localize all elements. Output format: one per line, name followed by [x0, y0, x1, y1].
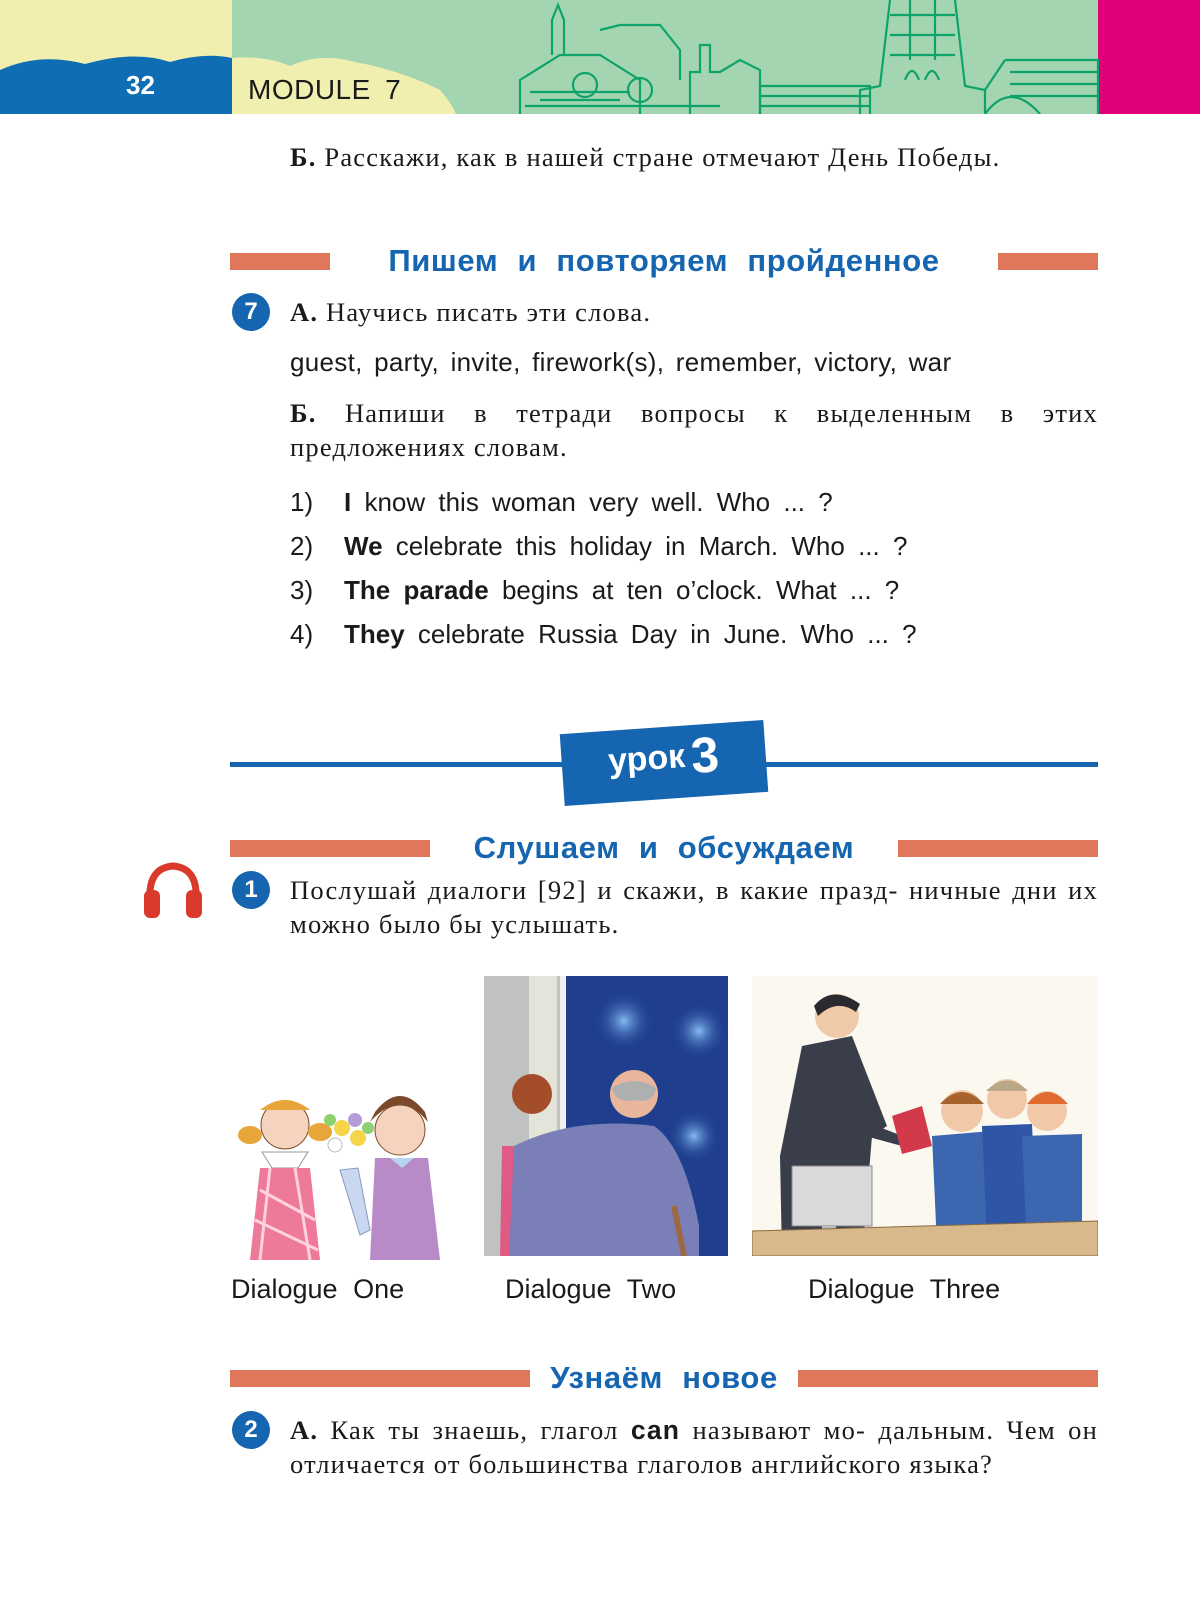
task-number-badge: 7	[232, 293, 270, 331]
lesson-title: урок3	[606, 726, 721, 785]
header-decoration	[0, 0, 1200, 114]
task1-text: Послушай диалоги [92] и скажи, в какие празд- ничные дни их можно было бы услышать.	[290, 875, 1098, 939]
page-header	[0, 0, 1200, 114]
section-header-learn-new	[230, 1360, 1098, 1394]
part-label: Б.	[290, 398, 317, 428]
task7-part-a	[290, 295, 1098, 329]
caption-dialogue-one: Dialogue One	[231, 1274, 405, 1304]
list-item: 4) They celebrate Russia Day in June. Who ... ?	[290, 619, 917, 649]
city-skyline-icon	[520, 0, 1098, 114]
part-label: А.	[290, 1415, 319, 1445]
section-header-write-review	[230, 243, 1098, 277]
task6-part-b	[290, 140, 1098, 174]
children-flowers-illustration	[230, 1050, 450, 1260]
list-item: 2) We celebrate this holiday in March. Who ... ?	[290, 531, 908, 561]
vocabulary-words: guest, party, invite, firework(s), remember, victory, war	[290, 347, 952, 377]
illustration-dialogue-one	[230, 1050, 450, 1260]
task-number-badge: 1	[232, 871, 270, 909]
caption-dialogue-two: Dialogue Two	[505, 1274, 677, 1304]
task-text: Напиши в тетради вопросы к выделенным в этих предложениях словам.	[290, 398, 1098, 462]
section-title: Узнаём новое	[230, 1360, 1098, 1396]
list-item: 3) The parade begins at ten o’clock. What ... ?	[290, 575, 900, 605]
teacher-pupils-illustration	[752, 976, 1098, 1256]
section-title: Слушаем и обсуждаем	[230, 830, 1098, 866]
highlight-word: can	[630, 1415, 681, 1445]
illustration-dialogue-three	[752, 976, 1098, 1256]
list-item: 1) I know this woman very well. Who ... ?	[290, 487, 833, 517]
caption-dialogue-three: Dialogue Three	[808, 1274, 1001, 1304]
part-label: А.	[290, 297, 319, 327]
grandfather-fireworks-illustration	[484, 976, 728, 1256]
task7-part-b	[290, 396, 1098, 464]
section-header-listen-discuss	[230, 830, 1098, 864]
module-label: MODULE 7	[248, 74, 402, 105]
illustration-dialogue-two	[484, 976, 728, 1256]
task-number-badge: 2	[232, 1411, 270, 1449]
task-text: Научись писать эти слова.	[326, 297, 652, 327]
sentence-list	[290, 480, 917, 656]
headphones-icon	[142, 860, 204, 918]
part-label: Б.	[290, 142, 317, 172]
page-number: 32	[126, 70, 155, 100]
section-title: Пишем и повторяем пройденное	[230, 243, 1098, 279]
task-text: Расскажи, как в нашей стране отмечают День Победы.	[324, 142, 1001, 172]
task2-part-a: А. Как ты знаешь, глагол can называют мо- дальным. Чем он отличается от большинства глаголов английского языка?	[290, 1415, 1099, 1479]
